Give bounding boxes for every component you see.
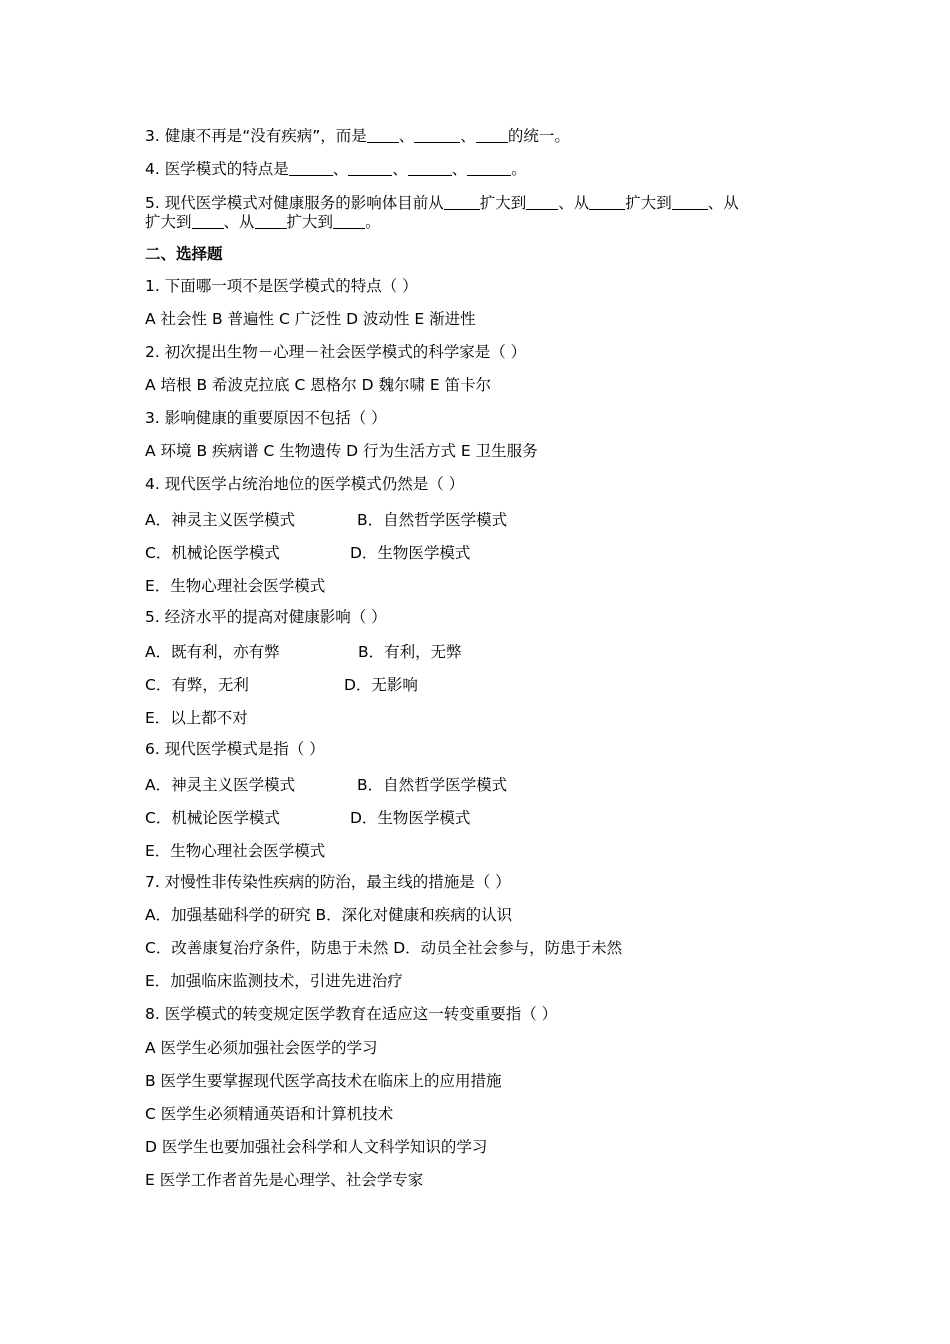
answer-blank [192,213,224,229]
mc-question-1-options: A 社会性 B 普遍性 C 广泛性 D 波动性 E 渐进性 [145,310,476,328]
mc-question-5-stem: 5. 经济水平的提高对健康影响（ ） [145,608,387,626]
mc-question-2-stem: 2. 初次提出生物－心理－社会医学模式的科学家是（ ） [145,343,527,361]
mc-question-4-stem: 4. 现代医学占统治地位的医学模式仍然是（ ） [145,475,465,493]
mc-question-7-options-ab: A．加强基础科学的研究 B．深化对健康和疾病的认识 [145,906,513,924]
question-text: 4. 医学模式的特点是 [145,160,289,178]
answer-blank [414,127,460,143]
mc-question-4-option-a: A．神灵主义医学模式 [145,511,296,529]
separator: 、 [558,194,574,212]
mc-question-7-option-e: E．加强临床监测技术，引进先进治疗 [145,972,403,990]
mc-question-3-stem: 3. 影响健康的重要原因不包括（ ） [145,409,387,427]
mc-question-5-option-b: B．有利，无弊 [358,643,462,661]
question-tail: 。 [511,160,527,178]
separator: 、 [392,160,408,178]
question-text: 从 [573,194,590,212]
mc-question-8-option-b: B 医学生要掌握现代医学高技术在临床上的应用措施 [145,1072,502,1090]
section-title: 二、选择题 [145,245,223,263]
question-tail: 的统一。 [507,127,570,145]
answer-blank [476,127,508,143]
fill-question-4 [145,159,527,179]
mc-question-6-stem: 6. 现代医学模式是指（ ） [145,740,325,758]
mc-question-8-option-e: E 医学工作者首先是心理学、社会学专家 [145,1171,424,1189]
answer-blank [589,194,625,210]
mc-question-6-option-d: D．生物医学模式 [350,809,471,827]
separator: 、 [460,127,476,145]
mc-question-8-option-d: D 医学生也要加强社会科学和人文科学知识的学习 [145,1138,488,1156]
mc-question-5-option-d: D．无影响 [344,676,418,694]
mc-question-2-options: A 培根 B 希波克拉底 C 恩格尔 D 魏尔啸 E 笛卡尔 [145,376,492,394]
answer-blank [367,127,399,143]
mc-question-4-option-e: E．生物心理社会医学模式 [145,577,326,595]
question-text: 从 [239,213,255,231]
mc-question-4-option-d: D．生物医学模式 [350,544,471,562]
mc-question-5-option-e: E．以上都不对 [145,709,248,727]
fill-question-3 [145,126,570,146]
mc-question-7-options-cd: C．改善康复治疗条件，防患于未然 D．动员全社会参与，防患于未然 [145,939,623,957]
fill-question-5-cont [145,212,381,232]
mc-question-4-option-b: B．自然哲学医学模式 [357,511,508,529]
mc-question-4-option-c: C．机械论医学模式 [145,544,280,562]
question-text: 3. 健康不再是“没有疾病”，而是 [145,127,367,145]
separator: 、 [398,127,415,145]
mc-question-5-option-a: A．既有利，亦有弊 [145,643,280,661]
answer-blank [348,160,392,176]
question-text: 扩大到 [286,213,334,231]
separator: 、 [223,213,240,231]
answer-blank [333,213,365,229]
mc-question-8-option-c: C 医学生必须精通英语和计算机技术 [145,1105,394,1123]
mc-question-6-option-e: E．生物心理社会医学模式 [145,842,326,860]
separator: 、 [707,194,724,212]
mc-question-5-option-c: C．有弊，无利 [145,676,249,694]
question-tail: 。 [365,213,381,231]
answer-blank [526,194,558,210]
mc-question-1-stem: 1. 下面哪一项不是医学模式的特点（ ） [145,277,418,295]
question-text: 扩大到 [479,194,527,212]
mc-question-6-option-a: A．神灵主义医学模式 [145,776,296,794]
mc-question-6-option-b: B．自然哲学医学模式 [357,776,508,794]
question-text: 从 [723,194,739,212]
separator: 、 [332,160,349,178]
mc-question-7-stem: 7. 对慢性非传染性疾病的防治，最主线的措施是（ ） [145,873,511,891]
mc-question-8-option-a: A 医学生必须加强社会医学的学习 [145,1039,378,1057]
fill-question-5 [145,193,739,213]
question-text: 扩大到 [625,194,672,212]
answer-blank [408,160,452,176]
mc-question-6-option-c: C．机械论医学模式 [145,809,280,827]
mc-question-3-options: A 环境 B 疾病谱 C 生物遗传 D 行为生活方式 E 卫生服务 [145,442,538,460]
question-text: 扩大到 [145,213,192,231]
answer-blank [672,194,708,210]
mc-question-8-stem: 8. 医学模式的转变规定医学教育在适应这一转变重要指（ ） [145,1005,558,1023]
answer-blank [255,213,287,229]
answer-blank [289,160,333,176]
answer-blank [467,160,511,176]
separator: 、 [451,160,468,178]
answer-blank [444,194,480,210]
question-text: 5. 现代医学模式对健康服务的影响体目前从 [145,194,444,212]
